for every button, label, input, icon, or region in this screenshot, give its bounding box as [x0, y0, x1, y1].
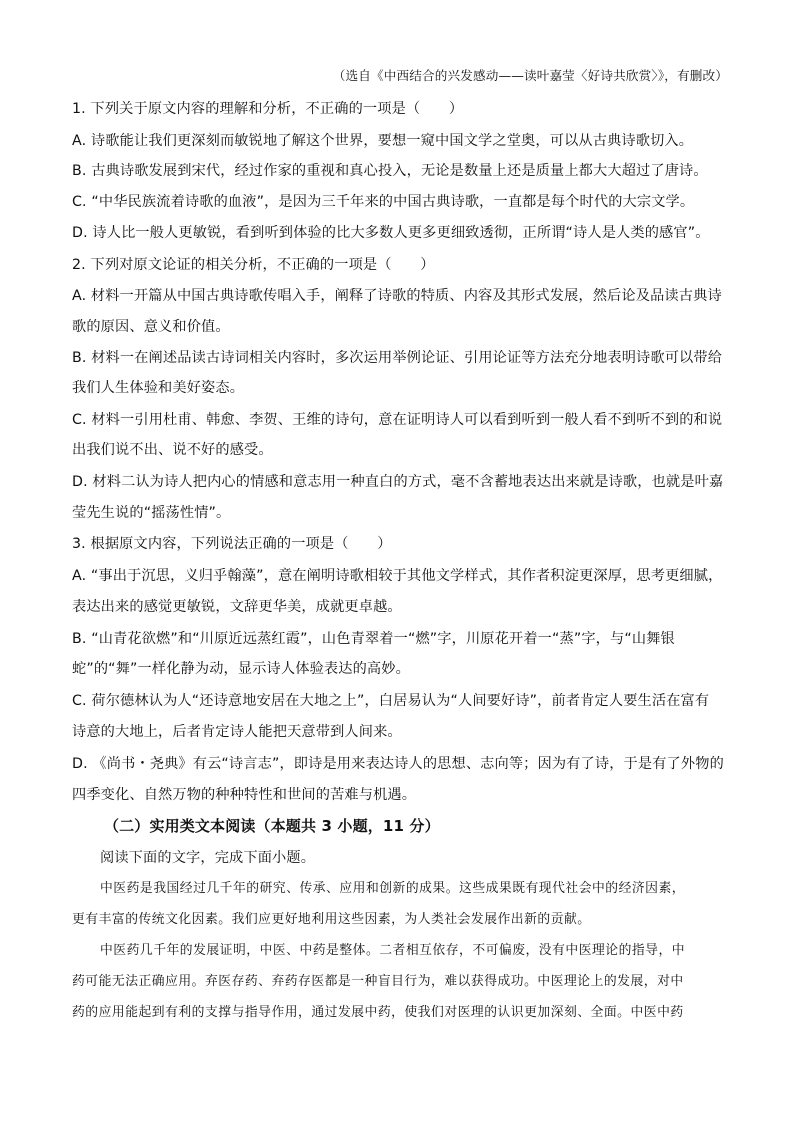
question-1-option-d: D. 诗人比一般人更敏锐，看到听到体验的比大多数人更多更细致透彻，正所谓“诗人是人类的感官”。	[72, 225, 710, 241]
passage-paragraph-2-line3: 药的应用能起到有利的支撑与指导作用，通过发展中药，使我们对医理的认识更加深刻、全面。中医中药	[72, 1005, 684, 1020]
question-3-option-a-line1: A. “事出于沉思，义归乎翰藻”，意在阐明诗歌相较于其他文学样式，其作者积淀更深厚，思考更细腻，	[72, 568, 723, 584]
question-2-option-c-line1: C. 材料一引用杜甫、韩愈、李贺、王维的诗句，意在证明诗人可以看到听到一般人看不到听不到的和说	[72, 412, 723, 428]
section-instruction: 阅读下面的文字，完成下面小题。	[100, 850, 316, 866]
question-1-stem: 1. 下列关于原文内容的理解和分析，不正确的一项是（ ）	[72, 101, 464, 117]
section-heading: （二）实用类文本阅读（本题共 3 小题，11 分）	[104, 817, 440, 835]
question-3-option-c-line1: C. 荷尔德林认为人“还诗意地安居在大地之上”，白居易认为“人间要好诗”，前者肯定人要生活在富有	[72, 693, 710, 709]
question-2-option-b-line2: 我们人生体验和美好姿态。	[72, 380, 245, 396]
question-1-option-c: C. “中华民族流着诗歌的血液”，是因为三千年来的中国古典诗歌，一直都是每个时代的大宗文学。	[72, 194, 695, 210]
passage-paragraph-1-line1: 中医药是我国经过几千年的研究、传承、应用和创新的成果。这些成果既有现代社会中的经济因素，	[100, 881, 686, 896]
question-3-option-b-line2: 蛇”的“舞”一样化静为动，显示诗人体验表达的高妙。	[72, 661, 410, 677]
question-2-option-b-line1: B. 材料一在阐述品读古诗词相关内容时，多次运用举例论证、引用论证等方法充分地表明诗歌可以带给	[72, 350, 723, 366]
question-1-option-b: B. 古典诗歌发展到宋代，经过作家的重视和真心投入，无论是数量上还是质量上都大大超过了唐诗。	[72, 163, 708, 179]
question-2-option-a-line1: A. 材料一开篇从中国古典诗歌传唱入手，阐释了诗歌的特质、内容及其形式发展，然后论及品读古典诗	[72, 288, 722, 304]
question-1-option-a: A. 诗歌能让我们更深刻而敏锐地了解这个世界，要想一窥中国文学之堂奥，可以从古典诗歌切入。	[72, 133, 694, 149]
question-3-option-c-line2: 诗意的大地上，后者肯定诗人能把天意带到人间来。	[72, 724, 402, 740]
passage-paragraph-2-line2: 药可能无法正确应用。弃医存药、弃药存医都是一种盲目行为，难以获得成功。中医理论上的发展，对中	[72, 974, 684, 989]
question-2-option-c-line2: 出我们说不出、说不好的感受。	[72, 442, 273, 458]
question-2-option-d-line1: D. 材料二认为诗人把内心的情感和意志用一种直白的方式，毫不含蓄地表达出来就是诗歌，也就是叶嘉	[72, 474, 724, 490]
question-2-option-a-line2: 歌的原因、意义和价值。	[72, 319, 230, 335]
question-3-option-b-line1: B. “山青花欲燃”和“川原近远蒸红霞”，山色青翠着一“燃”字，川原花开着一“蒸”字，与“山舞银	[72, 631, 675, 647]
question-2-stem: 2. 下列对原文论证的相关分析，不正确的一项是（ ）	[72, 257, 435, 273]
passage-paragraph-2-line1: 中医药几千年的发展证明，中医、中药是整体。二者相互依存，不可偏废，没有中医理论的指导，中	[100, 943, 686, 958]
question-3-option-a-line2: 表达出来的感觉更敏锐，文辞更华美，成就更卓越。	[72, 599, 402, 615]
source-citation: （选自《中西结合的兴发感动——读叶嘉莹〈好诗共欣赏〉》，有删改）	[332, 68, 728, 83]
question-3-stem: 3. 根据原文内容，下列说法正确的一项是（ ）	[72, 536, 392, 552]
question-3-option-d-line1: D. 《尚书・尧典》有云“诗言志”，即诗是用来表达诗人的思想、志向等；因为有了诗，于是有了外物的	[72, 756, 724, 772]
question-2-option-d-line2: 莹先生说的“摇荡性情”。	[72, 505, 231, 521]
passage-paragraph-1-line2: 更有丰富的传统文化因素。我们应更好地利用这些因素，为人类社会发展作出新的贡献。	[72, 912, 591, 927]
question-3-option-d-line2: 四季变化、自然万物的种种特性和世间的苦难与机遇。	[72, 787, 417, 803]
